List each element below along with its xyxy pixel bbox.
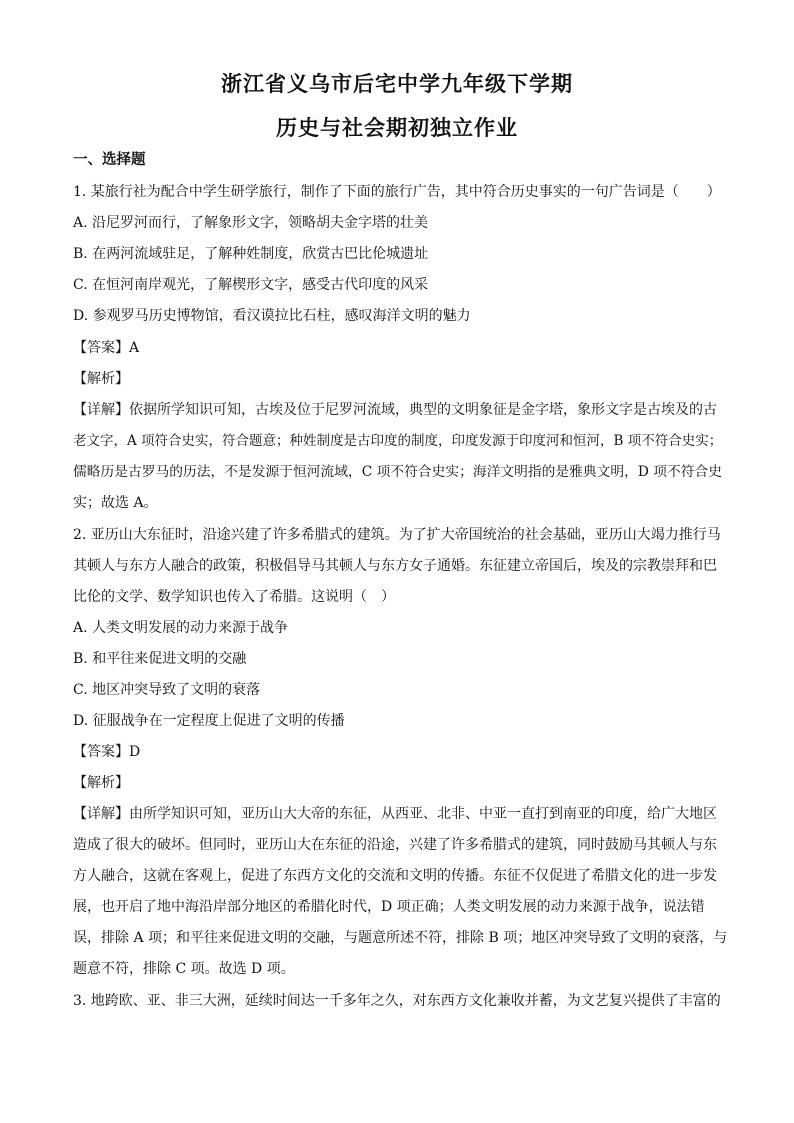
q2-stem-line: 其顿人与东方人融合的政策，积极倡导马其顿人与东方女子通婚。东征建立帝国后，埃及的宗教崇拜和巴 (73, 558, 717, 574)
q2-detail-line: 题意不符，排除 C 项。故选 D 项。 (73, 961, 295, 977)
q2-option-a: A. 人类文明发展的动力来源于战争 (73, 620, 289, 636)
document-title-line2: 历史与社会期初独立作业 (276, 115, 518, 140)
q1-answer: 【答案】A (73, 340, 140, 356)
q1-option-b: B. 在两河流域驻足，了解种姓制度，欣赏古巴比伦城遗址 (73, 246, 429, 262)
q1-analysis-label: 【解析】 (73, 371, 129, 387)
q2-stem-line: 2. 亚历山大东征时，沿途兴建了许多希腊式的建筑。为了扩大帝国统治的社会基础，亚历山大竭力推行马 (73, 527, 721, 543)
q2-option-d: D. 征服战争在一定程度上促进了文明的传播 (73, 713, 345, 729)
section-heading: 一、选择题 (73, 151, 146, 168)
q2-option-c: C. 地区冲突导致了文明的衰落 (73, 682, 261, 698)
q1-detail-line: 儒略历是古罗马的历法，不是发源于恒河流域，C 项不符合史实；海洋文明指的是雅典文明，D 项不符合史 (73, 464, 723, 480)
q2-detail-line: 误，排除 A 项；和平往来促进文明的交融，与题意所述不符，排除 B 项；地区冲突导致了文明的衰落，与 (73, 930, 728, 946)
q2-detail-line: 【详解】由所学知识可知，亚历山大大帝的东征，从西亚、北非、中亚一直打到南亚的印度，给广大地区 (73, 806, 717, 822)
q2-detail-line: 造成了很大的破坏。但同时，亚历山大在东征的沿途，兴建了许多希腊式的建筑，同时鼓励马其顿人与东 (73, 837, 717, 853)
q2-analysis-label: 【解析】 (73, 775, 129, 791)
q1-option-d: D. 参观罗马历史博物馆，看汉谟拉比石柱，感叹海洋文明的魅力 (73, 308, 471, 324)
q2-answer: 【答案】D (73, 744, 141, 760)
q1-stem: 1. 某旅行社为配合中学生研学旅行，制作了下面的旅行广告，其中符合历史事实的一句广告词是（ ） (73, 184, 721, 200)
q3-stem: 3. 地跨欧、亚、非三大洲，延续时间达一千多年之久，对东西方文化兼收并蓄，为文艺复兴提供了丰富的 (73, 993, 721, 1009)
q1-detail-line: 【详解】依据所学知识可知，古埃及位于尼罗河流域，典型的文明象征是金字塔，象形文字是古埃及的古 (73, 402, 717, 418)
q1-option-c: C. 在恒河南岸观光，了解楔形文字，感受古代印度的风采 (73, 277, 429, 293)
q2-detail-line: 方人融合，这就在客观上，促进了东西方文化的交流和文明的传播。东征不仅促进了希腊文化的进一步发 (73, 868, 717, 884)
q1-detail-line: 实；故选 A。 (73, 495, 158, 511)
q1-option-a: A. 沿尼罗河而行，了解象形文字，领略胡夫金字塔的壮美 (73, 215, 429, 231)
document-title-line1: 浙江省义乌市后宅中学九年级下学期 (221, 71, 573, 96)
q2-option-b: B. 和平往来促进文明的交融 (73, 651, 247, 667)
q2-detail-line: 展，也开启了地中海沿岸部分地区的希腊化时代，D 项正确；人类文明发展的动力来源于战争，说法错 (73, 899, 705, 915)
q1-detail-line: 老文字，A 项符合史实，符合题意；种姓制度是古印度的制度，印度发源于印度河和恒河，B 项不符合史实； (73, 433, 723, 449)
q2-stem-line: 比伦的文学、数学知识也传入了希腊。这说明（ ） (73, 589, 395, 605)
